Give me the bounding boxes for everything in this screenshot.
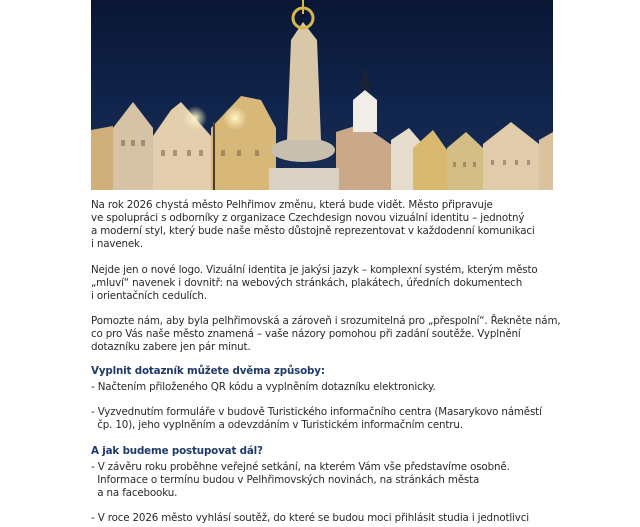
text-line: - V roce 2026 město vyhlásí soutěž, do které se budou moci přihlásit studia i jednotlivci xyxy=(91,512,529,524)
help-paragraph xyxy=(91,315,560,354)
text-line: dotazníku zabere jen pár minut. xyxy=(91,341,251,353)
text-line: i orientačních cedulích. xyxy=(91,290,207,302)
text-line: - Načtením přiloženého QR kódu a vyplněním dotazníku elektronicky. xyxy=(91,381,436,393)
ways-heading: Vyplnit dotazník můžete dvěma způsoby: xyxy=(91,365,325,377)
text-line: - Vyzvednutím formuláře v budově Turistického informačního centra (Masarykovo náměstí xyxy=(91,406,542,418)
next-steps-item-competition xyxy=(91,512,529,525)
text-line: „mluví“ navenek i dovnitř: na webových stránkách, plakátech, úředních dokumentech xyxy=(91,277,523,289)
intro-paragraph xyxy=(91,199,535,251)
ways-item-qr xyxy=(91,381,436,394)
text-line: i navenek. xyxy=(91,238,143,250)
next-steps-heading: A jak budeme postupovat dál? xyxy=(91,445,263,457)
text-line: čp. 10), jeho vyplněním a odevzdáním v Turistickém informačním centru. xyxy=(91,419,463,431)
ways-item-form xyxy=(91,406,542,432)
next-steps-item-meeting xyxy=(91,461,510,500)
town-square-night-photo xyxy=(91,0,553,190)
hero-image xyxy=(91,0,553,190)
text-line: Informace o termínu budou v Pelhřimovských novinách, na stránkách města xyxy=(91,474,480,486)
text-line: a moderní styl, který bude naše město důstojně reprezentovat v každodenní komunikaci xyxy=(91,225,535,237)
text-line: Nejde jen o nové logo. Vizuální identita je jakýsi jazyk – komplexní systém, kterým město xyxy=(91,264,538,276)
text-line: ve spolupráci s odborníky z organizace Czechdesign novou vizuální identitu – jednotný xyxy=(91,212,525,224)
text-line: Pomozte nám, aby byla pelhřimovská a zároveň i srozumitelná pro „přespolní“. Řekněte nám, xyxy=(91,315,561,327)
text-line: - V závěru roku proběhne veřejné setkání, na kterém Vám vše představíme osobně. xyxy=(91,461,510,473)
text-line: co pro Vás naše město znamená – vaše názory pomohou při zadání soutěže. Vyplnění xyxy=(91,328,521,340)
text-line: a na facebooku. xyxy=(91,487,178,499)
text-line: Na rok 2026 chystá město Pelhřimov změnu, která bude vidět. Město připravuje xyxy=(91,199,493,211)
identity-paragraph xyxy=(91,264,538,303)
